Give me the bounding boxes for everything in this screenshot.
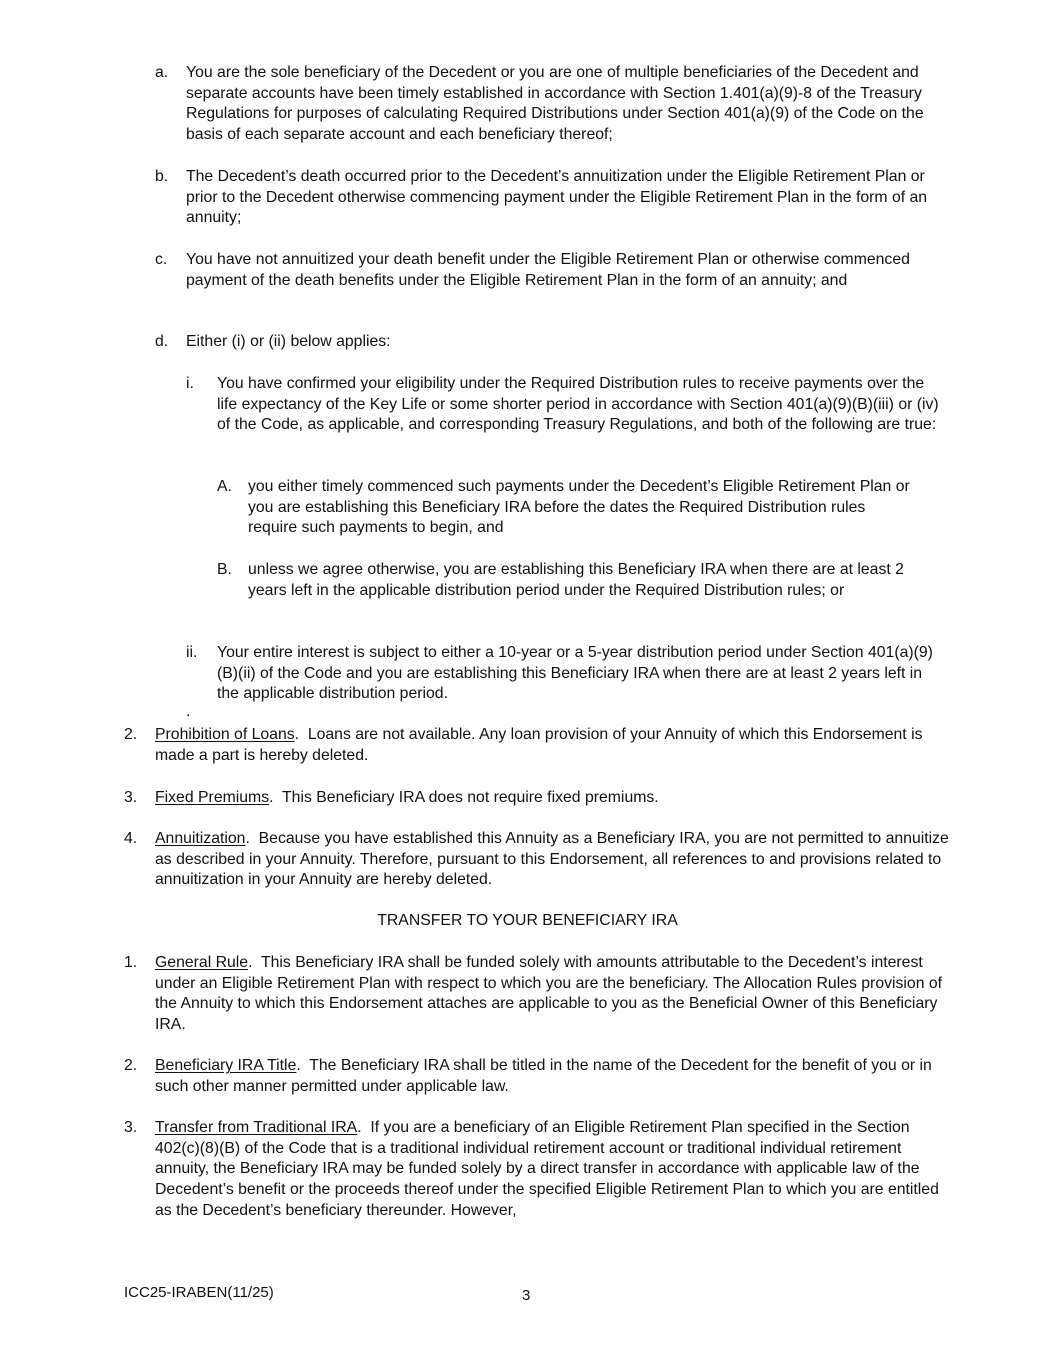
list-item-text: Either (i) or (ii) below applies: xyxy=(186,333,391,350)
transfer-item-title: 2. Beneficiary IRA Title. The Beneficiary IRA shall be titled in the name of the Decedent for the benefit of you or in such other manner permitted under applicable law. xyxy=(124,1057,932,1095)
list-item-text: unless we agree otherwise, you are establishing this Beneficiary IRA when there are at least 2 years left in the applicable distribution period under the Required Distribution rules; or xyxy=(248,561,904,599)
footer-page-number: 3 xyxy=(522,1287,531,1304)
list-item-text: you either timely commenced such payments under the Decedent’s Eligible Retirement Plan or you are establishing this Beneficiary IRA before the dates the Required Distribution rules require such payments to begin, and xyxy=(248,478,910,537)
numbered-item-loans: 2. Prohibition of Loans. Loans are not available. Any loan provision of your Annuity of which this Endorsement is made a part is hereby deleted. xyxy=(124,726,923,764)
list-item-c xyxy=(155,250,950,291)
item-text: If you are a beneficiary of an Eligible Retirement Plan specified in the Section 402(c)(8)(B) of the Code that is a traditional individual retirement account or traditional individual retirement annuity, the Beneficiary IRA may be funded solely by a direct transfer in accordance with applicable law of the Decedent’s benefit or the proceeds thereof under the specified Eligible Retirement Plan to which you are entitled as the Decedent’s beneficiary thereunder. However, xyxy=(155,1119,939,1219)
list-marker: i. xyxy=(186,375,194,392)
sub-sub-item-A xyxy=(217,477,917,539)
list-marker: ii. xyxy=(186,644,198,661)
list-marker: 1. xyxy=(124,954,138,971)
item-title: Fixed Premiums xyxy=(155,789,270,806)
list-marker: 4. xyxy=(124,830,138,847)
item-text: This Beneficiary IRA shall be funded solely with amounts attributable to the Decedent’s interest under an Eligible Retirement Plan with respect to which you are the beneficiary. The Allocation Rules provision of the Annuity to which this Endorsement attaches are applicable to you as the Beneficial Owner of this Beneficiary IRA. xyxy=(155,954,943,1034)
numbered-item-annuitization: 4. Annuitization. Because you have established this Annuity as a Beneficiary IRA, you are not permitted to annuitize as described in your Annuity. Therefore, pursuant to this Endorsement, all references to and provisions related to annuitization in your Annuity are hereby deleted. xyxy=(124,830,949,889)
list-marker: B. xyxy=(217,561,232,578)
list-marker: 2. xyxy=(124,726,138,743)
item-title: Prohibition of Loans xyxy=(155,726,295,743)
list-item-text: The Decedent’s death occurred prior to the Decedent’s annuitization under the Eligible Retirement Plan or prior to the Decedent otherwise commencing payment under the Eligible Retirement Plan in the form of an annuity; xyxy=(186,168,928,227)
transfer-item-traditional-ira: 3. Transfer from Traditional IRA. If you are a beneficiary of an Eligible Retirement Plan specified in the Section 402(c)(8)(B) of the Code that is a traditional individual retirement account or traditional individual retirement annuity, the Beneficiary IRA may be funded solely by a direct transfer in accordance with applicable law of the Decedent’s benefit or the proceeds thereof under the specified Eligible Retirement Plan to which you are entitled as the Decedent’s beneficiary thereunder. However, xyxy=(124,1119,939,1219)
list-item-text: Your entire interest is subject to either a 10-year or a 5-year distribution period under Section 401(a)(9)(B)(ii) of the Code and you are establishing this Beneficiary IRA when there are at least 2 years left in the applicable distribution period. xyxy=(217,644,933,703)
sub-sub-item-B xyxy=(217,560,917,601)
footer-form-number: ICC25-IRABEN(11/25) xyxy=(124,1284,274,1301)
list-item-b xyxy=(155,167,950,229)
sub-item-ii xyxy=(186,643,946,705)
transfer-item-general-rule: 1. General Rule. This Beneficiary IRA shall be funded solely with amounts attributable to the Decedent’s interest under an Eligible Retirement Plan with respect to which you are the beneficiary. The Allocation Rules provision of the Annuity to which this Endorsement attaches are applicable to you as the Beneficial Owner of this Beneficiary IRA. xyxy=(124,954,943,1034)
item-title: Annuitization xyxy=(155,830,246,847)
list-marker: d. xyxy=(155,333,169,350)
list-marker: 3. xyxy=(124,789,138,806)
item-text: This Beneficiary IRA does not require fixed premiums. xyxy=(282,789,659,806)
item-text: The Beneficiary IRA shall be titled in the name of the Decedent for the benefit of you or in such other manner permitted under applicable law. xyxy=(155,1057,932,1095)
sub-item-i xyxy=(186,374,946,436)
numbered-item-fixed-premiums: 3. Fixed Premiums. This Beneficiary IRA does not require fixed premiums. xyxy=(124,788,949,809)
list-marker: c. xyxy=(155,251,168,268)
list-marker: 3. xyxy=(124,1119,138,1136)
list-item-text: You have not annuitized your death benefit under the Eligible Retirement Plan or otherwise commenced payment of the death benefits under the Eligible Retirement Plan in the form of an annuity; and xyxy=(186,251,910,289)
item-text: Loans are not available. Any loan provision of your Annuity of which this Endorsement is made a part is hereby deleted. xyxy=(155,726,923,764)
stray-period: . xyxy=(186,703,191,720)
list-marker: A. xyxy=(217,478,232,495)
list-marker: a. xyxy=(155,64,169,81)
list-item-text: You have confirmed your eligibility under the Required Distribution rules to receive payments over the life expectancy of the Key Life or some shorter period in accordance with Section 401(a)(9)(B)(iii) or (iv) of the Code, as applicable, and corresponding Treasury Regulations, and both of the following are true: xyxy=(217,375,939,434)
item-title: Beneficiary IRA Title xyxy=(155,1057,297,1074)
item-title: General Rule xyxy=(155,954,249,971)
item-text: Because you have established this Annuity as a Beneficiary IRA, you are not permitted to annuitize as described in your Annuity. Therefore, pursuant to this Endorsement, all references to and provisions related to annuitization in your Annuity are hereby deleted. xyxy=(155,830,949,889)
list-item-text: You are the sole beneficiary of the Decedent or you are one of multiple beneficiaries of the Decedent and separate accounts have been timely established in accordance with Section 1.401(a)(9)-8 of the Treasury Regulations for purposes of calculating Required Distributions under Section 401(a)(9) of the Code on the basis of each separate account and each beneficiary thereof; xyxy=(186,64,924,144)
section-heading: TRANSFER TO YOUR BENEFICIARY IRA xyxy=(377,912,678,929)
item-title: Transfer from Traditional IRA xyxy=(155,1119,358,1136)
list-marker: 2. xyxy=(124,1057,138,1074)
list-item-d xyxy=(155,332,950,353)
list-item-a xyxy=(155,63,950,146)
list-marker: b. xyxy=(155,168,169,185)
